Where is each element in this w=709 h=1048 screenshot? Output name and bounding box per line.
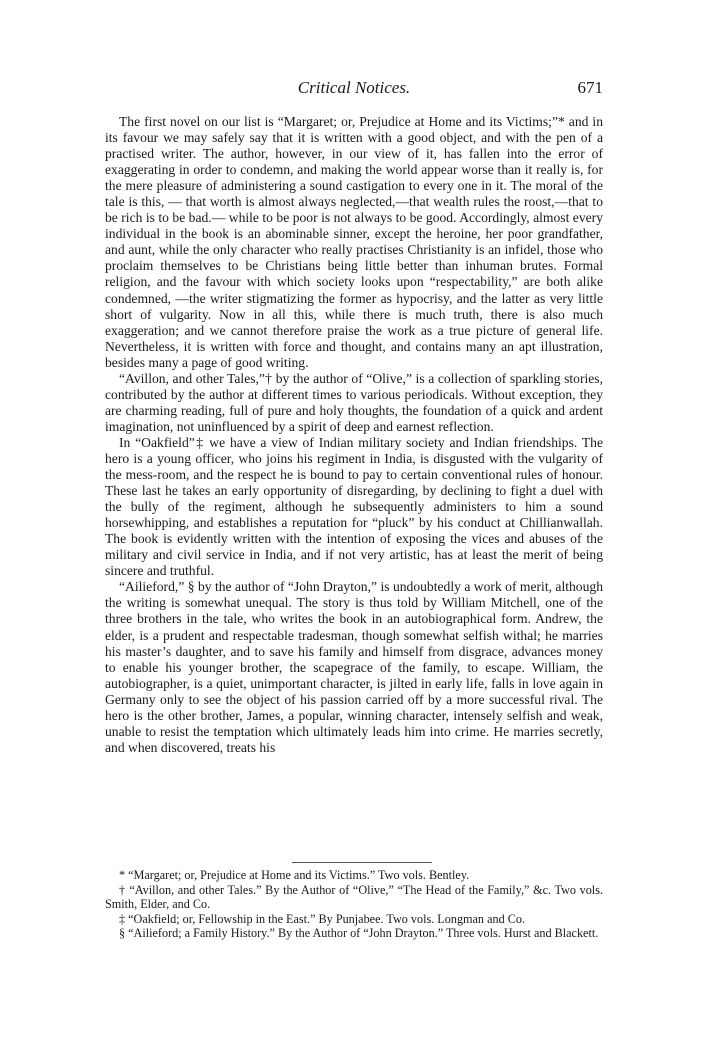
paragraph-oakfield: In “Oakfield”‡ we have a view of Indian military society and Indian friendships. The hero is a young officer, who joins his regiment in India, is disgusted with the vulgarity of the mess-room, and the respect he is bound to pay to certain conventional rules of honour. These last he takes an early opportunity of disregarding, by declining to fight a duel with the bully of the regiment, although he subsequently administers to him a sound horsewhipping, and establishes a reputation for “pluck” by his conduct at Chillianwallah. The book is evidently written with the intention of exposing the vices and abuses of the military and civil service in India, and if not very artistic, has at least the merit of being sincere and truthful. [105, 434, 603, 579]
footnote-divider [292, 862, 432, 863]
footnote-avillon: † “Avillon, and other Tales.” By the Author of “Olive,” “The Head of the Family,” &c. Two vols. Smith, Elder, and Co. [105, 882, 603, 912]
page-number: 671 [577, 78, 603, 97]
paragraph-margaret: The first novel on our list is “Margaret; or, Prejudice at Home and its Victims;”* and in its favour we may safely say that it is written with a good object, and with the pen of a practised writer. The author, however, in our view of it, has fallen into the error of exaggerating in order to condemn, and making the world appear worse than it really is, for the mere pleasure of administering a sound castigation to every one in it. The moral of the tale is this, — that worth is almost always neglected,—that wealth rules the roost,—that to be rich is to be bad.— while to be poor is not always to be good. Accordingly, almost every individual in the book is an abominable sinner, except the heroine, her poor grandfather, and aunt, while the only character who really practises Christianity is an infidel, those who proclaim themselves to be Christians being little better than inhuman brutes. Formal religion, and the favour with which society looks upon “respectability,” are both alike condemned, —the writer stigmatizing the former as hypocrisy, and the latter as very little short of vulgarity. Now in all this, while there is much truth, there is also much exaggeration; and we cannot therefore praise the work as a true picture of general life. Nevertheless, it is written with force and thought, and contains many an apt illustration, besides many a page of good writing. [105, 114, 603, 370]
footnote-oakfield: ‡ “Oakfield; or, Fellowship in the East.” By Punjabee. Two vols. Longman and Co. [119, 911, 525, 926]
footnote-ailieford: § “Ailieford; a Family History.” By the Author of “John Drayton.” Three vols. Hurst and Blackett. [119, 926, 599, 941]
footnotes [105, 868, 603, 941]
page-header [105, 78, 603, 100]
paragraph-ailieford: “Ailieford,” § by the author of “John Drayton,” is undoubtedly a work of merit, although the writing is somewhat unequal. The story is thus told by William Mitchell, one of the three brothers in the tale, who writes the book in an autobiographical form. Andrew, the elder, is a prudent and respectable tradesman, though somewhat selfish withal; he marries his master’s daughter, and to save his family and himself from disgrace, advances money to enable his younger brother, the scapegrace of the family, to escape. William, the autobiographer, is a quiet, unimportant character, is jilted in early life, falls in love again in Germany only to see the object of his passion carried off by a more successful rival. The hero is the other brother, James, a popular, winning character, intensely selfish and weak, unable to resist the temptation which ultimately leads him into crime. He marries secretly, and when discovered, treats his [105, 579, 603, 755]
body-text [105, 114, 603, 756]
running-title: Critical Notices. [297, 78, 411, 97]
footnote-margaret: * “Margaret; or, Prejudice at Home and its Victims.” Two vols. Bentley. [119, 868, 470, 882]
paragraph-avillon: “Avillon, and other Tales,”† by the author of “Olive,” is a collection of sparkling stories, contributed by the author at different times to various periodicals. Without exception, they are charming reading, full of pure and holy thoughts, the foundation of a quick and ardent imagination, not uninfluenced by a spirit of deep and earnest reflection. [105, 370, 603, 434]
